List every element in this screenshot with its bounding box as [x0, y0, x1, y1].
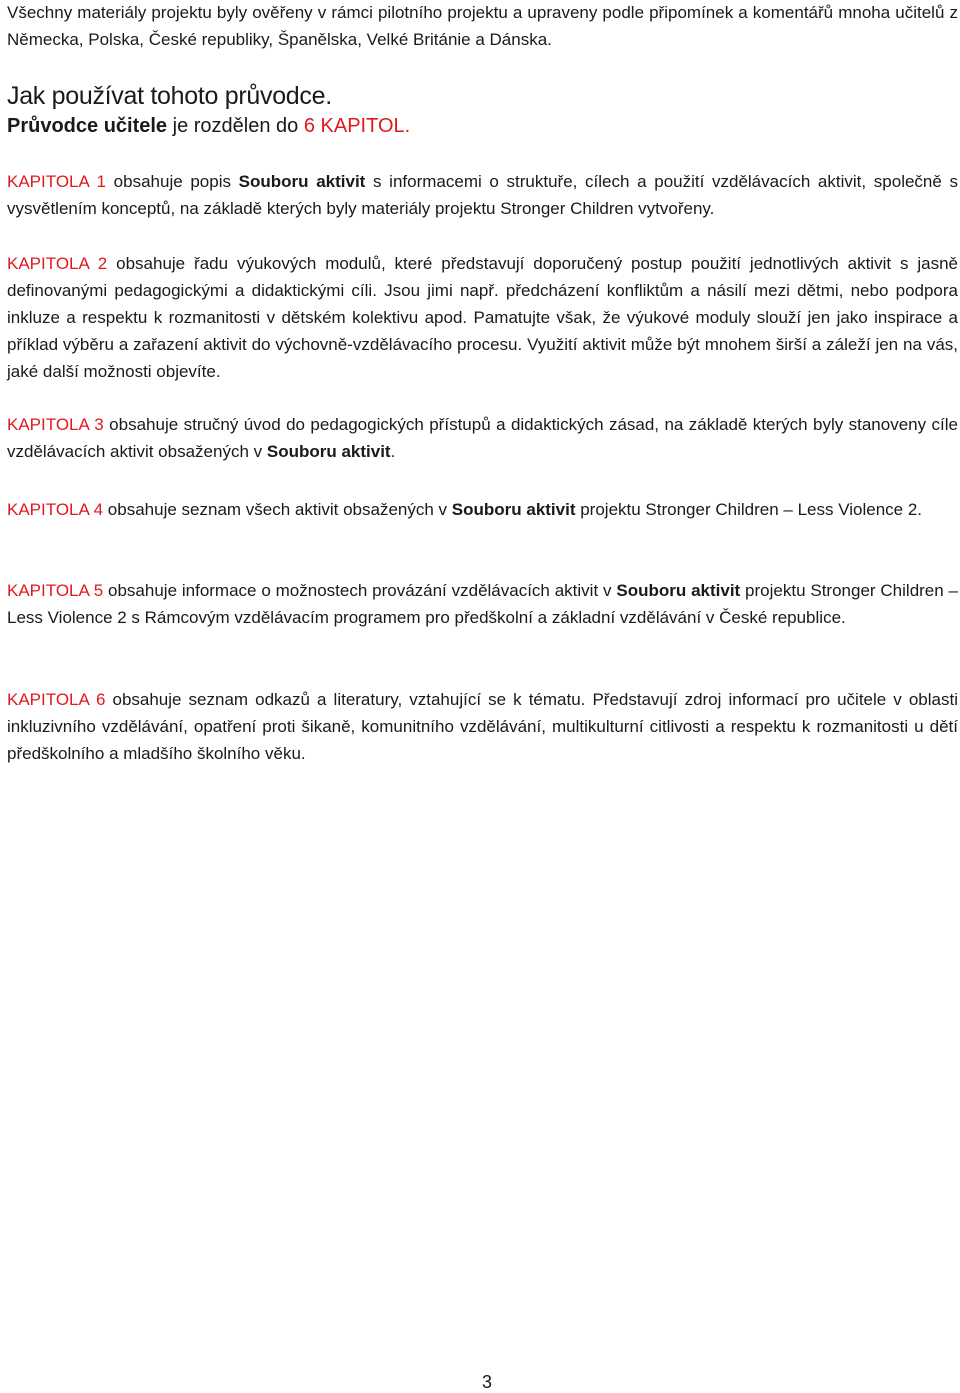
chapter-bold-term: Souboru aktivit — [616, 581, 741, 600]
chapter-label: KAPITOLA 6 — [7, 690, 106, 709]
chapter-label: KAPITOLA 3 — [7, 415, 104, 434]
subheading-bold: Průvodce učitele — [7, 115, 168, 137]
chapter-2-paragraph — [7, 250, 958, 385]
chapter-bold-term: Souboru aktivit — [451, 500, 576, 519]
chapter-bold-term: Souboru aktivit — [238, 172, 366, 191]
chapter-5-paragraph — [7, 577, 958, 631]
document-page — [7, 0, 958, 1392]
chapter-text: obsahuje popis — [106, 172, 239, 191]
chapter-6-paragraph — [7, 686, 958, 767]
chapter-text: obsahuje seznam všech aktivit obsažených v — [103, 500, 452, 519]
chapter-text: obsahuje informace o možnostech provázání vzdělávacích aktivit v — [103, 581, 617, 600]
chapter-text: obsahuje seznam odkazů a literatury, vztahující se k tématu. Představují zdroj informací pro učitele v oblasti inkluzivního vzdělávání, opatření proti šikaně, komunitního vzdělávání, multikulturní citlivosti a respektu k rozmanitosti u dětí předškolního a mladšího školního věku. — [7, 690, 958, 763]
chapter-text: s informacemi o struktuře, cílech a použití vzdělávacích aktivit, společně s vysvětlením konceptů, na základě kterých byly materiály projektu Stronger Children vytvořeny. — [7, 172, 958, 218]
page-title: Jak používat tohoto průvodce. — [7, 82, 332, 110]
subheading-text: je rozdělen do — [167, 115, 304, 137]
chapter-text: . — [390, 442, 396, 461]
intro-paragraph: Všechny materiály projektu byly ověřeny v rámci pilotního projektu a upraveny podle připomínek a komentářů mnoha učitelů z Německa, Polska, České republiky, Španělska, Velké Británie a Dánska. — [7, 3, 958, 49]
chapter-1-paragraph — [7, 168, 958, 222]
subheading — [7, 113, 410, 139]
chapter-4-paragraph — [7, 496, 958, 523]
chapter-text: projektu Stronger Children – Less Violence 2 s Rámcovým vzdělávacím programem pro předškolní a základní vzdělávání v České republice. — [7, 581, 959, 627]
subheading-count: 6 KAPITOL. — [303, 115, 411, 137]
chapter-label: KAPITOLA 2 — [7, 254, 108, 273]
chapter-text: obsahuje řadu výukových modulů, které představují doporučený postup použití jednotlivých aktivit s jasně definovanými pedagogickými a didaktickými cíli. Jsou jimi např. předcházení konfliktům a násilí mezi dětmi, nebo podpora inkluze a respektu k rozmanitosti v dětském kolektivu apod. Pamatujte však, že výukové moduly slouží jen jako inspirace a příklad výběru a zařazení aktivit do výchovně-vzdělávacího procesu. Využití aktivit může být mnohem širší a záleží jen na vás, jaké další možnosti objevíte. — [7, 254, 959, 381]
page-number: 3 — [482, 1372, 493, 1392]
chapter-bold-term: Souboru aktivit — [266, 442, 391, 461]
chapter-label: KAPITOLA 4 — [7, 500, 104, 519]
chapter-text: obsahuje stručný úvod do pedagogických přístupů a didaktických zásad, na základě kterých byly stanoveny cíle vzdělávacích aktivit obsažených v — [7, 415, 958, 461]
chapter-3-paragraph — [7, 411, 958, 465]
chapter-label: KAPITOLA 1 — [7, 172, 107, 191]
chapter-label: KAPITOLA 5 — [7, 581, 104, 600]
chapter-text: projektu Stronger Children – Less Violence 2. — [575, 500, 922, 519]
